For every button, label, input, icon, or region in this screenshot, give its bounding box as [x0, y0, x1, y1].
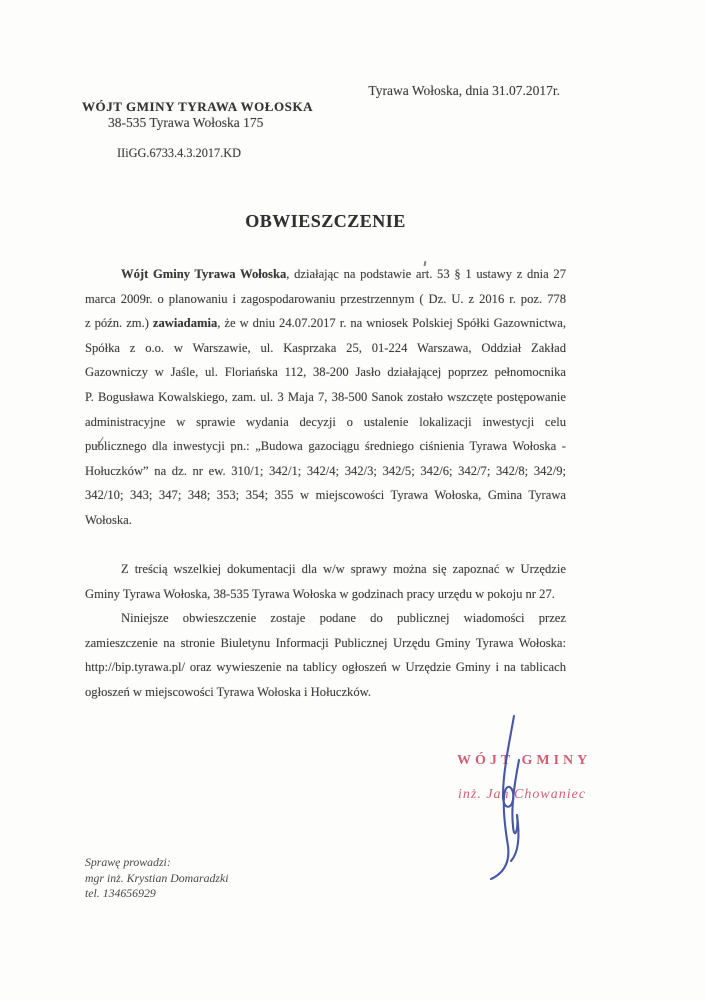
text-line: administracyjne w sprawie wydania decyzji o ustalenie lokalizacji inwestycji celu: [85, 414, 566, 429]
text-line: Hołuczków” na dz. nr ew. 310/1; 342/1; 342/4; 342/3; 342/5; 342/6; 342/7; 342/8; 342/9;: [85, 463, 566, 478]
stamp-title-text: WÓJT GMINY: [457, 753, 592, 768]
text-line: ogłoszeń w miejscowości Tyrawa Wołoska i Hołuczków.: [85, 684, 372, 699]
text-line: zamieszczenie na stronie Biuletynu Informacji Publicznej Urzędu Gminy Tyrawa Wołoska:: [85, 635, 566, 650]
text-line: Niniejsze obwieszczenie zostaje podane do publicznej wiadomości przez: [121, 611, 566, 625]
case-handler-block: [85, 855, 229, 902]
stamp-signer-name: inż. Jan Chowaniec: [458, 787, 587, 802]
signature-strokes: [491, 716, 519, 879]
sender-address: 38-535 Tyrawa Wołoska 175: [108, 115, 264, 130]
text-line: z późn. zm.) zawiadamia, że w dniu 24.07.2017 r. na wniosek Polskiej Spółki Gazownictwa,: [85, 316, 566, 331]
case-reference-number: IIiGG.6733.4.3.2017.KD: [117, 146, 241, 160]
text-line: Spółka z o.o. w Warszawie, ul. Kasprzaka 25, 01-224 Warszawa, Oddział Zakład: [85, 340, 566, 355]
paragraph-main: [85, 262, 566, 533]
text-line: Wołoska.: [85, 512, 132, 527]
text-line: P. Bogusława Kowalskiego, zam. ul. 3 Maja 7, 38-500 Sanok zostało wszczęte postępowanie: [85, 389, 566, 404]
text-line: 342/10; 343; 347; 348; 353; 354; 355 w miejscowości Tyrawa Wołoska, Gmina Tyrawa: [85, 488, 566, 503]
paragraph-publication: [85, 606, 566, 704]
handwritten-signature-icon: [478, 710, 542, 882]
document-title: OBWIESZCZENIE: [245, 211, 406, 231]
paragraph-info: [85, 557, 566, 606]
text-line: Wójt Gminy Tyrawa Wołoska, działając na podstawie art. 53 § 1 ustawy z dnia 27: [121, 267, 567, 281]
date-line: Tyrawa Wołoska, dnia 31.07.2017r.: [368, 83, 560, 98]
text-line: Gminy Tyrawa Wołoska, 38-535 Tyrawa Wołoska w godzinach pracy urzędu w pokoju nr 27.: [85, 586, 555, 601]
case-handler-phone: tel. 134656929: [85, 886, 156, 900]
text-line: marca 2009r. o planowaniu i zagospodarowaniu przestrzennym ( Dz. U. z 2016 r. poz. 778: [85, 291, 566, 306]
text-line: Gazowniczy w Jaśle, ul. Floriańska 112, 38-200 Jasło działającej poprzez pełnomocnika: [85, 365, 566, 380]
text-line: publicznego dla inwestycji pn.: „Budowa gazociągu średniego ciśnienia Tyrawa Wołoska -: [85, 439, 566, 454]
case-handler-name: mgr inż. Krystian Domaradzki: [85, 870, 229, 885]
sender-name: WÓJT GMINY TYRAWA WOŁOSKA: [82, 99, 314, 114]
text-line: http://bip.tyrawa.pl/ oraz wywieszenie na tablicy ogłoszeń w Urzędzie Gminy i na tablicach: [85, 660, 566, 675]
case-handler-label: Sprawę prowadzi:: [85, 855, 171, 869]
text-line: Z treścią wszelkiej dokumentacji dla w/w sprawy można się zapoznać w Urzędzie: [121, 562, 566, 576]
